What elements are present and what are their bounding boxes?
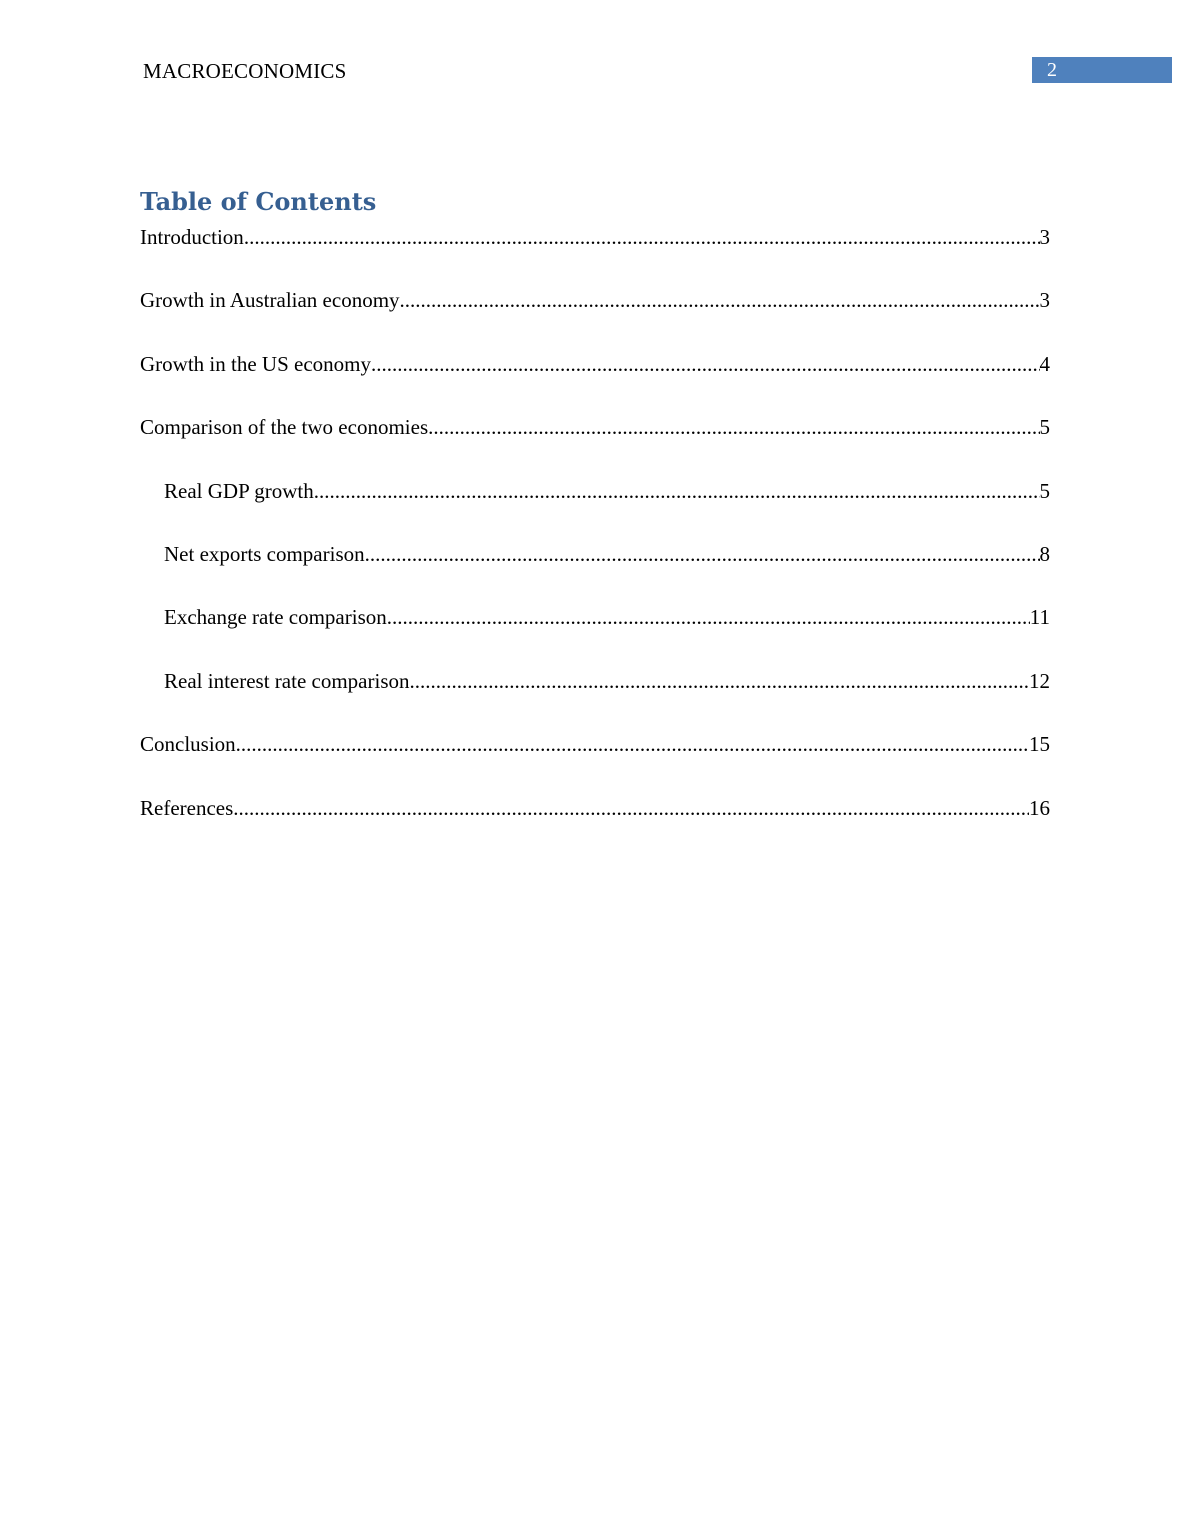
toc-entry-page: 15: [1029, 732, 1050, 757]
toc-entry-label: Exchange rate comparison: [164, 605, 387, 630]
toc-entry-exchange-rate-comparison[interactable]: [140, 603, 1050, 666]
toc-entry-label: Introduction: [140, 225, 244, 249]
toc-entry-label: Comparison of the two economies: [140, 415, 429, 440]
toc-entry-introduction[interactable]: [140, 223, 1050, 286]
toc-dot-leader: [410, 667, 1030, 695]
toc-entry-real-interest-rate-comparison[interactable]: [140, 667, 1050, 730]
toc-entry-conclusion[interactable]: [140, 730, 1050, 793]
toc-entry-label: Conclusion: [140, 732, 236, 757]
toc-dot-leader: [400, 286, 1040, 314]
toc-entry-real-gdp-growth[interactable]: [140, 477, 1050, 540]
toc-entry-label: Growth in the US economy: [140, 351, 371, 376]
toc-entry-page: 3: [1039, 225, 1050, 249]
toc-entry-label: Real GDP growth: [164, 478, 314, 503]
running-header-title: MACROECONOMICS: [143, 59, 347, 83]
toc-entry-page: 5: [1039, 478, 1050, 503]
toc-entry-page: 5: [1039, 415, 1050, 440]
toc-dot-leader: [233, 794, 1029, 822]
toc-entry-comparison-two-economies[interactable]: [140, 413, 1050, 476]
toc-dot-leader: [371, 350, 1040, 378]
toc-entry-growth-australian-economy[interactable]: [140, 286, 1050, 349]
toc-dot-leader: [244, 223, 1040, 251]
toc-entry-references[interactable]: [140, 794, 1050, 857]
toc-entry-page: 4: [1039, 351, 1050, 376]
page-number: 2: [1047, 59, 1057, 81]
toc-dot-leader: [365, 540, 1040, 568]
page-number-badge: [1032, 57, 1172, 83]
toc-entry-page: 11: [1029, 605, 1050, 630]
toc-entry-page: 12: [1029, 668, 1050, 693]
toc-entry-page: 3: [1039, 288, 1050, 313]
toc-entry-label: Real interest rate comparison: [164, 668, 410, 693]
toc-entry-growth-us-economy[interactable]: [140, 350, 1050, 413]
toc-entry-label: Growth in Australian economy: [140, 288, 400, 313]
toc-dot-leader: [387, 603, 1030, 631]
toc-entry-label: Net exports comparison: [164, 541, 365, 566]
toc-heading: Table of Contents: [140, 187, 377, 216]
toc-dot-leader: [428, 413, 1039, 441]
toc-entry-label: References: [140, 795, 234, 820]
toc-entry-page: 8: [1039, 541, 1050, 566]
toc-list: [140, 223, 1050, 857]
toc-entry-page: 16: [1029, 795, 1050, 820]
toc-dot-leader: [314, 477, 1040, 505]
toc-dot-leader: [236, 730, 1029, 758]
toc-entry-net-exports-comparison[interactable]: [140, 540, 1050, 603]
